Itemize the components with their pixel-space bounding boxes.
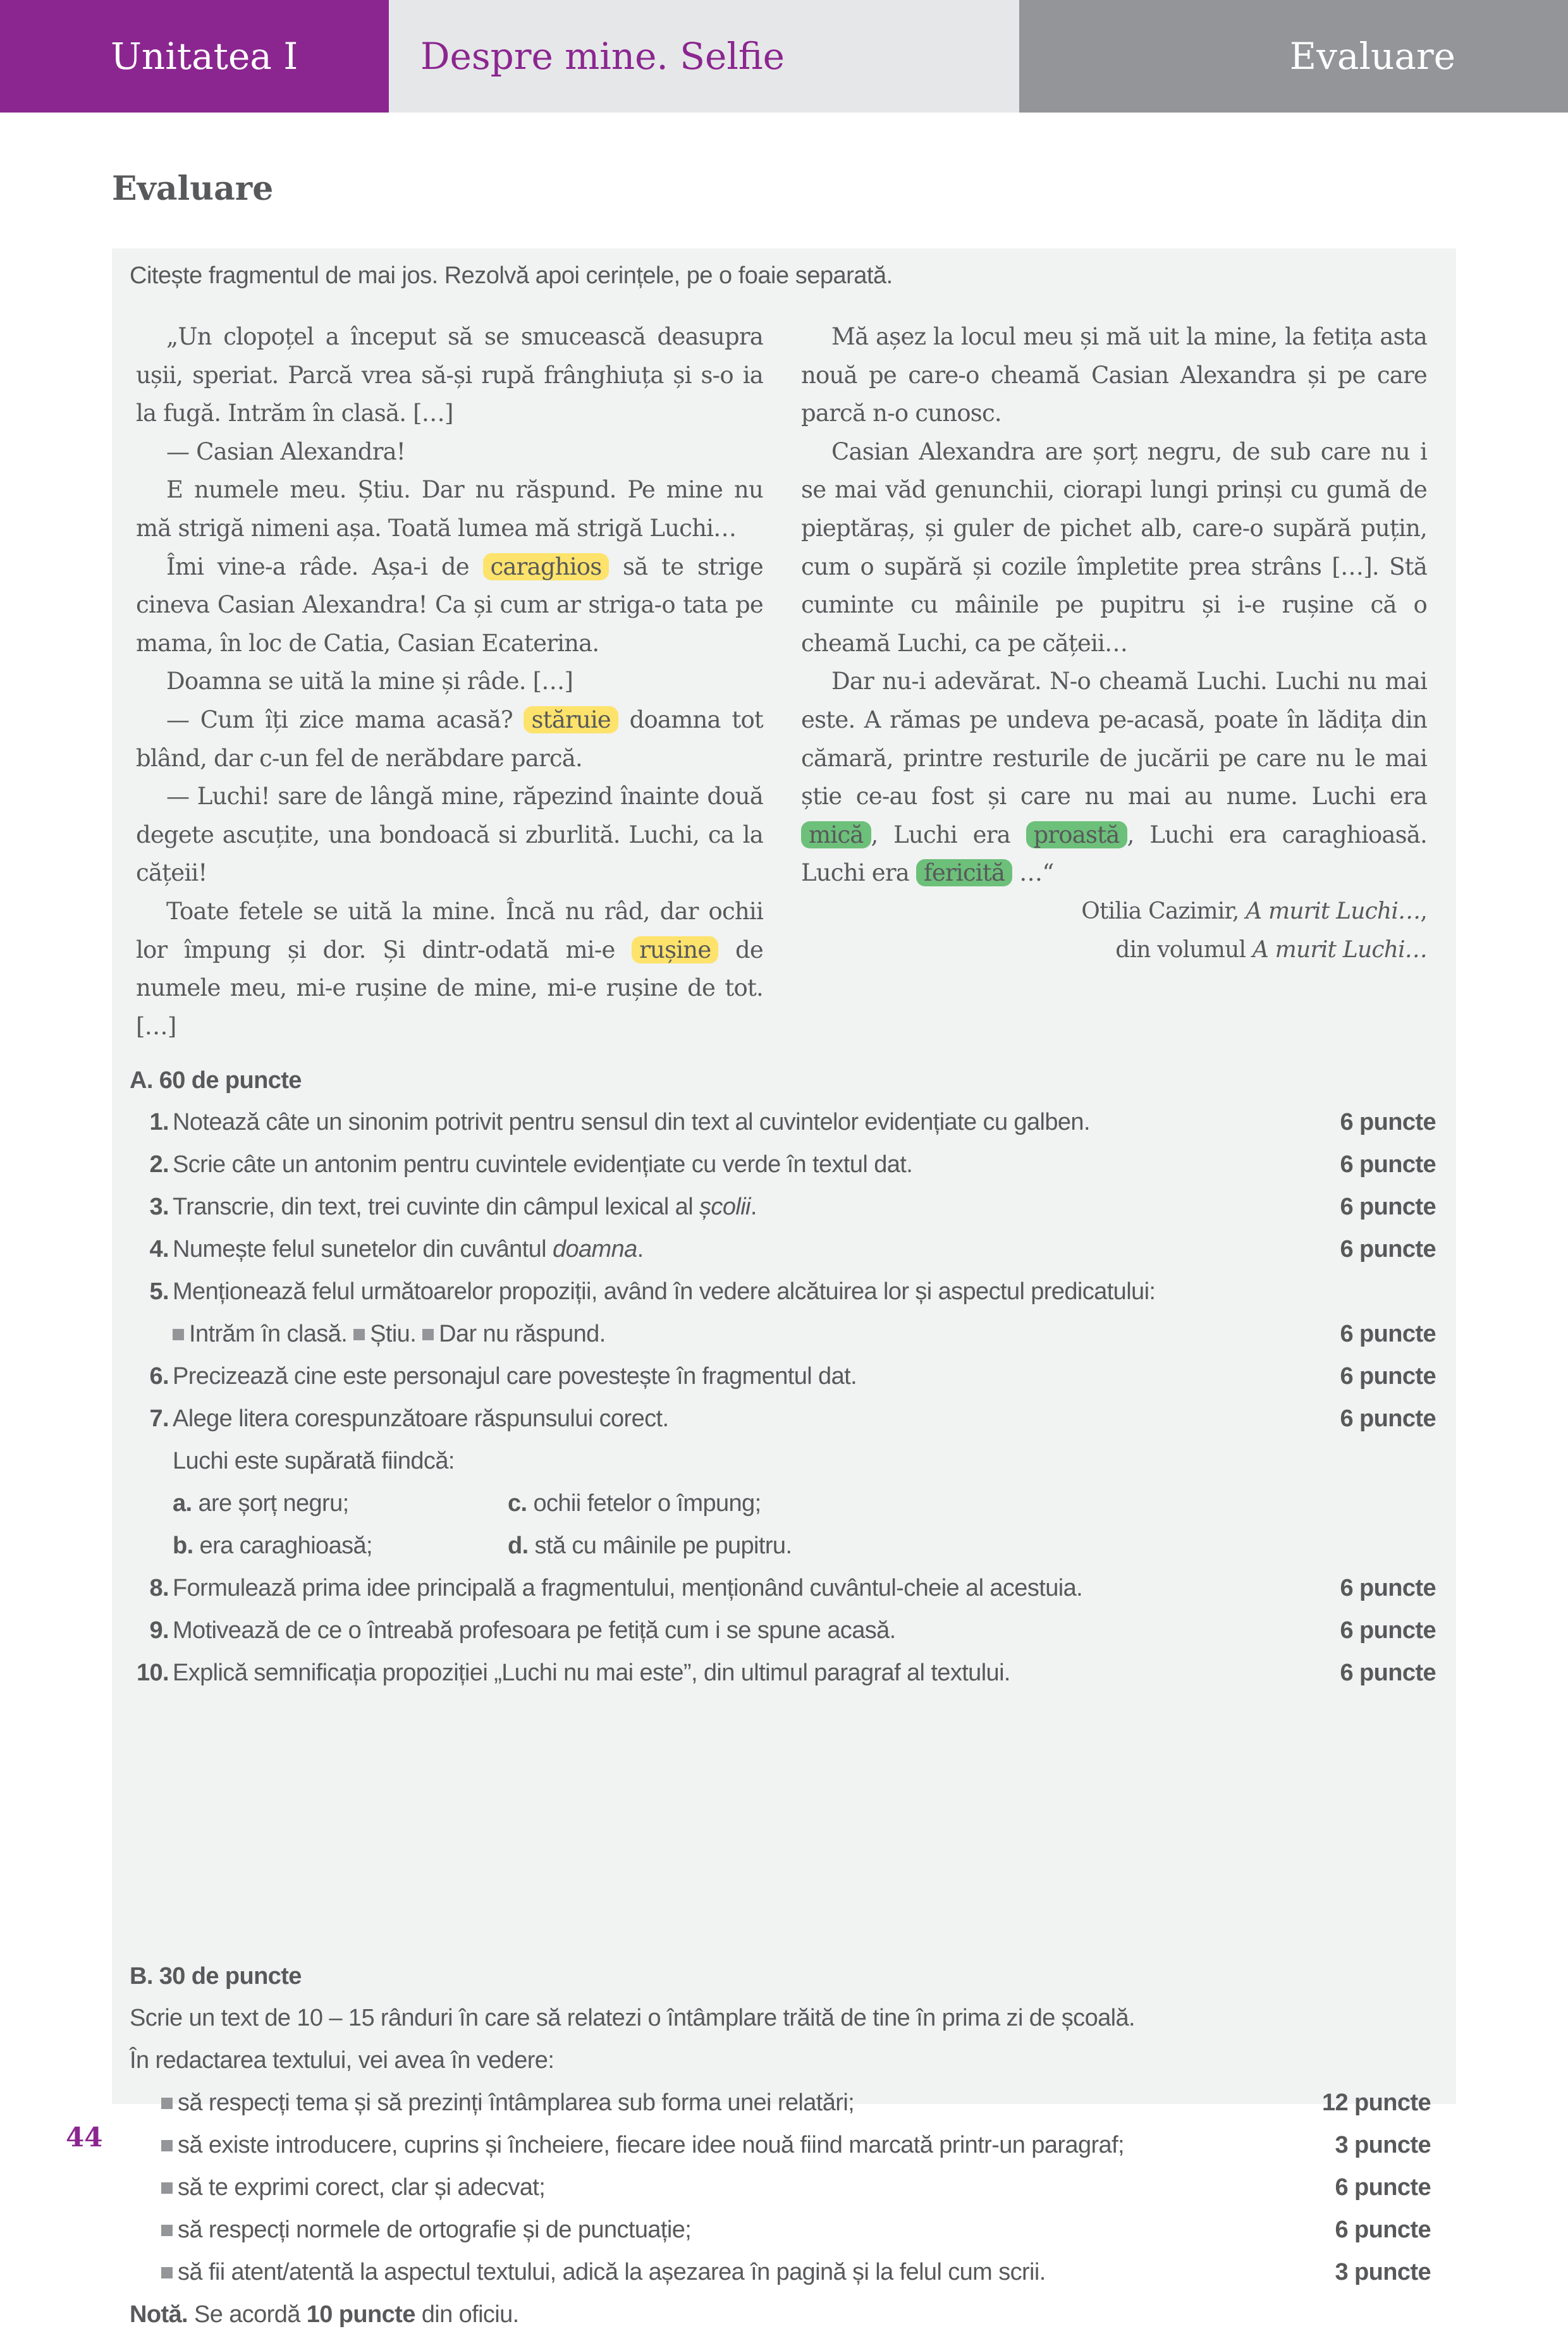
- work-title: A murit Luchi…: [1246, 898, 1421, 924]
- criterion-points: 3 puncte: [1335, 2259, 1431, 2285]
- criterion-text: [161, 2167, 1312, 2209]
- question-points: 6 puncte: [1340, 1575, 1436, 1601]
- option-b: [173, 1525, 508, 1567]
- text-span: să respecți tema și să prezinți întâmplarea sub forma unei relatări;: [178, 2089, 855, 2116]
- attribution-source: [801, 931, 1427, 970]
- question-text: Explică semnificația propoziției „Luchi nu mai este”, din ultimul paragraf al textului.: [173, 1660, 1010, 1686]
- sentence-item: Intrăm în clasă.: [189, 1321, 348, 1347]
- page-number: 44: [66, 2122, 103, 2153]
- text-span: Toate fetele se uită la mine. Încă nu râd, dar ochii lor împung și dor. Și dintr-odată mi-e: [136, 897, 763, 963]
- text-span: să te exprimi corect, clar și adecvat;: [178, 2174, 546, 2201]
- option-letter: a.: [173, 1490, 192, 1517]
- criterion-text: [161, 2082, 1312, 2124]
- text-paragraph: E numele meu. Știu. Dar nu răspund. Pe mine nu mă strigă nimeni așa. Toată lumea mă strigă Luchi…: [136, 476, 763, 542]
- text-span: din volumul: [1115, 936, 1253, 963]
- note-line: [130, 2294, 1438, 2336]
- question-number: 5.: [149, 1278, 169, 1305]
- section-label: Evaluare: [1019, 0, 1568, 113]
- square-bullet-icon: [161, 2225, 173, 2236]
- question-text: Notează câte un sinonim potrivit pentru sensul din text al cuvintelor evidențiate cu galben.: [173, 1109, 1090, 1135]
- question-points: 6 puncte: [1340, 1405, 1436, 1432]
- question-text: Motivează de ce o întreabă profesoara pe fetiță cum i se spune acasă.: [173, 1617, 896, 1644]
- text-span: doamna tot blând, dar c-un fel de nerăbdare parcă.: [136, 706, 763, 772]
- sentence-list: [173, 1313, 1312, 1355]
- evaluation-box: [112, 248, 1456, 2328]
- square-bullet-icon: [353, 1329, 365, 1340]
- question-5-items: [130, 1313, 1438, 1355]
- question-number: 10.: [136, 1660, 169, 1686]
- question-number: 1.: [149, 1109, 169, 1135]
- text-paragraph: [136, 701, 763, 778]
- question-number: 6.: [149, 1363, 169, 1390]
- text-paragraph: Casian Alexandra are șorț negru, de sub care nu i se mai văd genunchii, ciorapi lungi prinși cu gumă de pieptăraș, și guler de pichet alb, care-o supără puțin, cum o supără și cozile împletite prea strâns […]. Stă cuminte cu mâinile pe pupitru și i-e rușine că o cheamă Luchi, ca pe cățeii…: [801, 437, 1427, 657]
- highlight-green: proastă: [1026, 821, 1127, 848]
- question-points: 6 puncte: [1340, 1617, 1436, 1644]
- criterion-points: 6 puncte: [1335, 2217, 1431, 2243]
- square-bullet-icon: [173, 1329, 184, 1340]
- text-paragraph: [136, 893, 763, 1046]
- text-span: Se acordă: [188, 2301, 307, 2328]
- page-header: [0, 0, 1568, 113]
- text-paragraph: — Luchi! sare de lângă mine, răpezind înainte două degete ascuțite, una bondoacă si zburlită. Luchi, ca la cățeii!: [136, 783, 763, 887]
- question-10: [130, 1652, 1438, 1694]
- question-text: Formulează prima idee principală a fragmentului, menționând cuvântul-cheie al acestuia.: [173, 1575, 1083, 1601]
- option-letter: d.: [508, 1532, 529, 1559]
- text-paragraph: Mă așez la locul meu și mă uit la mine, la fetița asta nouă pe care-o cheamă Casian Alexandra și pe care parcă n-o cunosc.: [801, 323, 1427, 427]
- question-7-options-row-1: [130, 1483, 1438, 1525]
- text-span: de numele meu, mi-e rușine de mine, mi-e rușine de tot. […]: [136, 936, 763, 1040]
- note-bold: 10 puncte: [306, 2301, 415, 2328]
- question-4: [130, 1228, 1438, 1271]
- page-heading: Evaluare: [112, 169, 274, 208]
- volume-title: A murit Luchi…: [1252, 936, 1427, 963]
- text-span: .: [750, 1194, 757, 1220]
- text-column-right: [801, 318, 1427, 969]
- square-bullet-icon: [161, 2182, 173, 2194]
- attribution-line: [801, 893, 1427, 931]
- question-text: Menționează felul următoarelor propoziții, având în vedere alcătuirea lor și aspectul predicatului:: [173, 1278, 1156, 1305]
- question-text: [173, 1186, 1312, 1228]
- square-bullet-icon: [161, 2140, 173, 2151]
- text-span: să te strige cineva Casian Alexandra! Ca și cum ar striga-o tata pe mama, în loc de Catia, Casian Ecaterina.: [136, 553, 764, 657]
- sentence-item: Dar nu răspund.: [439, 1321, 606, 1347]
- question-number: 3.: [149, 1194, 169, 1220]
- criterion-5: [130, 2251, 1438, 2294]
- question-7: [130, 1398, 1438, 1440]
- criterion-text: [161, 2124, 1312, 2167]
- text-span: să respecți normele de ortografie și de punctuație;: [178, 2217, 692, 2243]
- text-paragraph: [801, 663, 1427, 893]
- question-number: 4.: [149, 1236, 169, 1263]
- unit-title: Despre mine. Selfie: [389, 0, 1019, 113]
- highlight-yellow: rușine: [632, 936, 718, 963]
- section-b: [130, 1955, 1438, 2336]
- option-text: ochii fetelor o împung;: [533, 1490, 761, 1517]
- text-span: .: [637, 1236, 644, 1263]
- highlight-green: fericită: [916, 859, 1012, 886]
- criterion-text: [161, 2209, 1312, 2251]
- note-label: Notă.: [130, 2301, 188, 2328]
- question-number: 9.: [149, 1617, 169, 1644]
- text-span: ,: [1420, 898, 1427, 924]
- question-points: 6 puncte: [1340, 1660, 1436, 1686]
- square-bullet-icon: [422, 1329, 434, 1340]
- question-points: 6 puncte: [1340, 1151, 1436, 1178]
- option-a: [173, 1483, 508, 1525]
- question-points: 6 puncte: [1340, 1194, 1436, 1220]
- question-9: [130, 1610, 1438, 1652]
- question-text: Precizează cine este personajul care povestește în fragmentul dat.: [173, 1363, 857, 1390]
- question-points: 6 puncte: [1340, 1363, 1436, 1390]
- question-6: [130, 1355, 1438, 1398]
- question-2: [130, 1144, 1438, 1186]
- text-column-left: [136, 318, 763, 1046]
- instruction-text: Citește fragmentul de mai jos. Rezolvă apoi cerințele, pe o foaie separată.: [130, 262, 893, 289]
- question-points: 6 puncte: [1340, 1321, 1436, 1347]
- text-span: …“: [1012, 859, 1054, 887]
- unit-label: Unitatea I: [0, 0, 389, 113]
- text-span: din oficiu.: [415, 2301, 519, 2328]
- section-b-title: B. 30 de puncte: [130, 1963, 302, 1990]
- question-number: 7.: [149, 1405, 169, 1432]
- text-paragraph: — Casian Alexandra!: [166, 437, 405, 465]
- option-d: [508, 1525, 843, 1567]
- question-number: 8.: [149, 1575, 169, 1601]
- option-letter: b.: [173, 1532, 193, 1559]
- question-7-options-row-2: [130, 1525, 1438, 1567]
- question-5: [130, 1271, 1438, 1313]
- sentence-item: Știu.: [370, 1321, 417, 1347]
- option-text: era caraghioasă;: [199, 1532, 373, 1559]
- question-text: Scrie câte un antonim pentru cuvintele evidențiate cu verde în textul dat.: [173, 1151, 913, 1178]
- criterion-text: [161, 2251, 1312, 2294]
- criterion-3: [130, 2167, 1438, 2209]
- criterion-1: [130, 2082, 1438, 2124]
- question-points: 6 puncte: [1340, 1109, 1436, 1135]
- section-b-prompt: Scrie un text de 10 – 15 rânduri în care să relatezi o întâmplare trăită de tine în prima zi de școală.: [130, 2005, 1135, 2031]
- option-letter: c.: [508, 1490, 527, 1517]
- criterion-4: [130, 2209, 1438, 2251]
- option-text: are șorț negru;: [198, 1490, 349, 1517]
- criterion-points: 12 puncte: [1322, 2089, 1431, 2116]
- option-c: [508, 1483, 843, 1525]
- option-text: stă cu mâinile pe pupitru.: [534, 1532, 792, 1559]
- text-span: să fii atent/atentă la aspectul textului, adică la așezarea în pagină și la felul cum scrii.: [178, 2259, 1046, 2285]
- question-3: [130, 1186, 1438, 1228]
- question-text: [173, 1228, 1312, 1271]
- question-stem: Luchi este supărată fiindcă:: [173, 1448, 455, 1474]
- text-span: , Luchi era caraghioasă. Luchi era: [801, 821, 1428, 887]
- text-span: Îmi vine-a râde. Așa-i de: [166, 553, 483, 580]
- section-a-title: A. 60 de puncte: [130, 1067, 302, 1094]
- highlight-yellow: stăruie: [524, 706, 618, 733]
- text-paragraph: Doamna se uită la mine și râde. […]: [166, 668, 573, 695]
- italic-term: școlii: [699, 1194, 750, 1220]
- section-a: [130, 1060, 1438, 1694]
- question-8: [130, 1567, 1438, 1610]
- text-paragraph: [136, 548, 763, 663]
- question-text: Alege litera corespunzătoare răspunsului corect.: [173, 1405, 669, 1432]
- text-paragraph: „Un clopoțel a început să se smucească deasupra ușii, speriat. Parcă vrea să-și rupă frânghiuța și s-o ia la fugă. Intrăm în clasă. […]: [136, 323, 763, 427]
- question-number: 2.: [149, 1151, 169, 1178]
- text-span: — Cum îți zice mama acasă?: [166, 706, 524, 733]
- criterion-2: [130, 2124, 1438, 2167]
- text-span: Transcrie, din text, trei cuvinte din câmpul lexical al: [173, 1194, 700, 1220]
- section-b-lead: În redactarea textului, vei avea în vedere:: [130, 2047, 554, 2074]
- text-span: Numește felul sunetelor din cuvântul: [173, 1236, 553, 1263]
- question-7-stem: [130, 1440, 1438, 1483]
- highlight-yellow: caraghios: [483, 553, 609, 580]
- criterion-points: 3 puncte: [1335, 2132, 1431, 2158]
- criterion-points: 6 puncte: [1335, 2174, 1431, 2201]
- square-bullet-icon: [161, 2098, 173, 2109]
- text-span: Dar nu-i adevărat. N-o cheamă Luchi. Luchi nu mai este. A rămas pe undeva pe-acasă, poate în lădița din cămară, printre resturile de jucării pe care nu le mai știe ce-au fost și care nu mai au nume. Luchi era: [801, 668, 1427, 810]
- author: Otilia Cazimir,: [1081, 898, 1246, 924]
- text-span: să existe introducere, cuprins și încheiere, fiecare idee nouă fiind marcată printr-un paragraf;: [178, 2132, 1124, 2158]
- italic-term: doamna: [552, 1236, 637, 1263]
- square-bullet-icon: [161, 2267, 173, 2278]
- question-1: [130, 1101, 1438, 1144]
- highlight-green: mică: [801, 821, 871, 848]
- question-points: 6 puncte: [1340, 1236, 1436, 1263]
- text-span: , Luchi era: [871, 821, 1026, 848]
